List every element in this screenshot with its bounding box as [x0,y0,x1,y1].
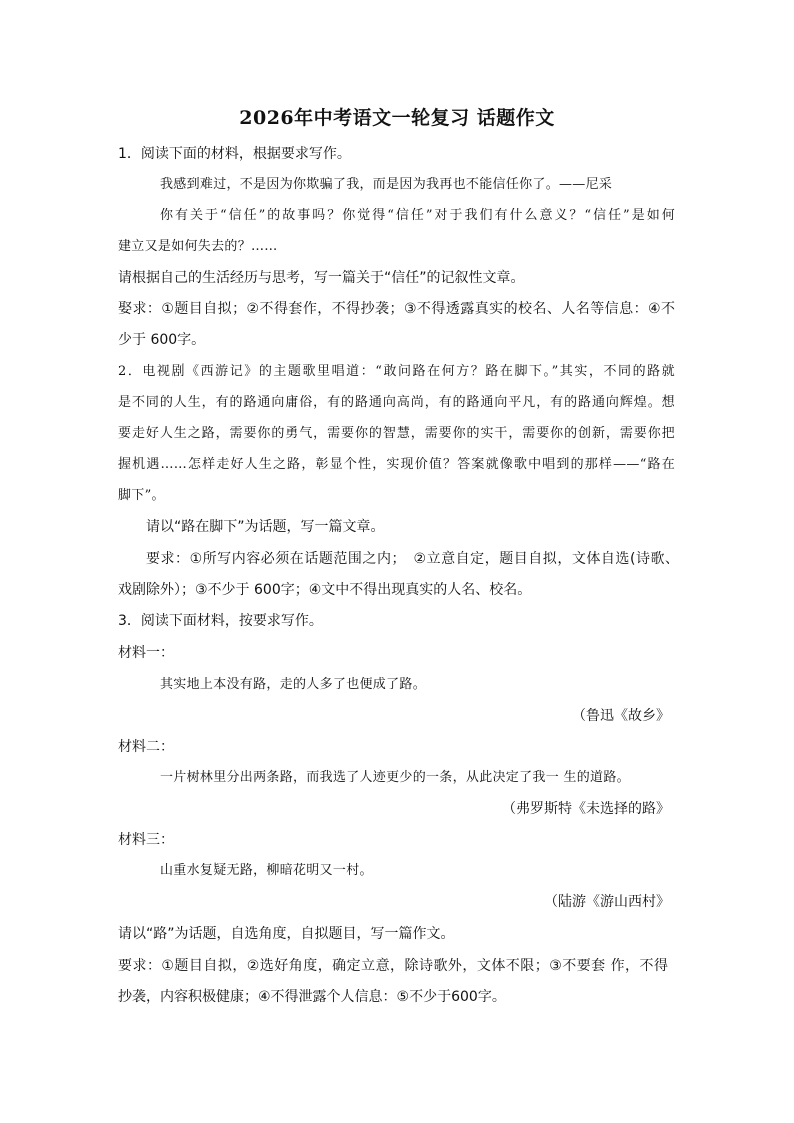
question-2-requirements-line-2: 戏剧除外）；③不少于 600字；④文中不得出现真实的人名、校名。 [118,582,532,598]
material-1-source: （鲁迅《故乡》 [572,708,670,724]
question-3-requirements-line-2: 抄袭，内容积极健康；④不得泄露个人信息：⑤不少于600字。 [118,989,506,1005]
material-1-label: 材料一： [118,645,174,661]
material-1-text: 其实地上本没有路，走的人多了也便成了路。 [160,677,427,692]
question-3-requirements-line-1: 要求：①题目自拟，②选好角度，确定立意，除诗歌外，文体不限；③不要套 作，不得 [118,958,668,974]
question-1-requirements-line-1: 娶求：①题目自拟；②不得套作，不得抄袭；③不得透露真实的校名、人名等信息：④不 [118,301,675,317]
question-3-instruction: 请以“路”为话题，自选角度，自拟题目，写一篇作文。 [118,926,455,942]
question-2-instruction: 请以“路在脚下”为话题，写一篇文章。 [146,519,385,535]
question-1-material-line-2: 建立又是如何失去的？…… [118,239,278,254]
question-2-prompt-line-4: 握机遇……怎样走好人生之路，彰显个性，实现价值？答案就像歌中唱到的那样——“路在 [118,457,675,472]
material-2-source: （弗罗斯特《未选择的路》 [502,801,670,817]
material-3-text: 山重水复疑无路，柳暗花明又一村。 [160,863,373,878]
material-2-label: 材料二： [118,739,174,755]
question-2-requirements-line-1: 要求：①所写内容必须在话题范围之内； ②立意自定，题目自拟，文体自选(诗歌、 [146,551,679,567]
material-2-text: 一片树林里分出两条路，而我选了人迹更少的一条，从此决定了我一 生的道路。 [160,770,630,785]
question-2-prompt-line-3: 要走好人生之路，需要你的勇气，需要你的智慧，需要你的实干，需要你的创新，需要你把 [118,426,675,441]
question-2-prompt-line-1: 2．电视剧《西游记》的主题歌里唱道：“敢问路在何方？路在脚下。”其实，不同的路就 [118,364,675,379]
document-title: 2026年中考语文一轮复习 话题作文 [239,107,555,129]
question-1-quote: 我感到难过，不是因为你欺骗了我，而是因为我再也不能信任你了。——尼采 [160,177,613,192]
question-2-prompt-line-2: 是不同的人生，有的路通向庸俗，有的路通向高尚，有的路通向平凡，有的路通向辉煌。想 [118,395,675,410]
material-3-source: （陆游《游山西村》 [544,894,670,910]
question-1-material-line-1: 你有关于“信任”的故事吗？你觉得“信任”对于我们有什么意义？“信任”是如何 [160,208,675,223]
question-3-heading: 3．阅读下面材料，按要求写作。 [118,613,323,629]
question-1-requirements-line-2: 少于 600字。 [118,332,206,348]
material-3-label: 材料三： [118,832,174,848]
question-2-prompt-line-5: 脚下”。 [118,488,165,503]
question-1-instruction: 请根据自己的生活经历与思考，写一篇关于“信任”的记叙性文章。 [118,270,525,286]
question-1-heading: 1．阅读下面的材料，根据要求写作。 [118,146,351,162]
